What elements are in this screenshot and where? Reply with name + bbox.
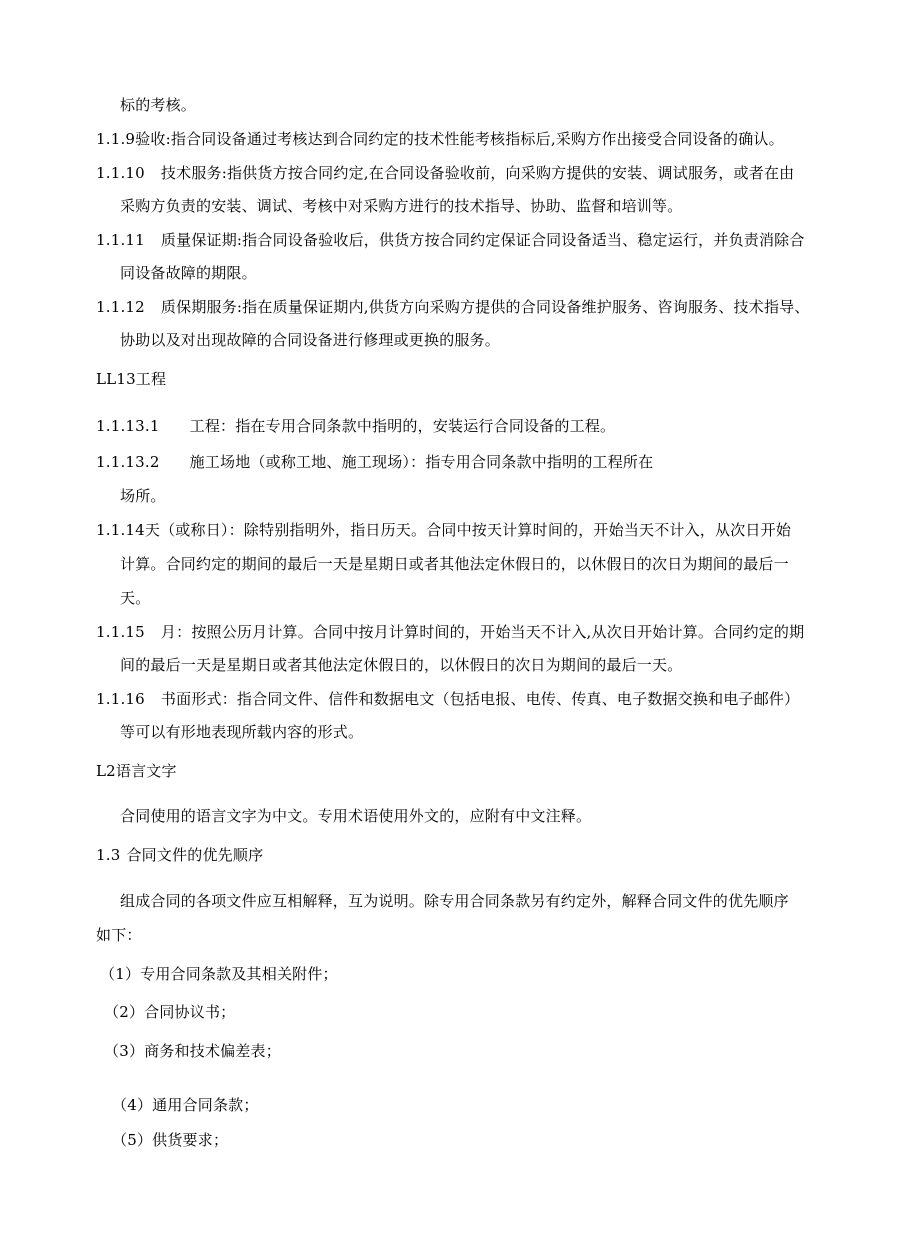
paragraph-line: 场所。 xyxy=(120,487,166,505)
paragraph-line: 协助以及对出现故障的合同设备进行修理或更换的服务。 xyxy=(120,331,501,349)
paragraph-line xyxy=(96,452,653,472)
list-item: （1）专用合同条款及其相关附件； xyxy=(100,965,338,983)
paragraph-line: 天。 xyxy=(120,589,151,607)
clause-text: 施工场地（或称工地、施工现场）：指专用合同条款中指明的工程所在 xyxy=(189,453,654,471)
paragraph-line xyxy=(96,163,794,183)
section-heading: L2语言文字 xyxy=(96,762,177,780)
paragraph-line: 等可以有形地表现所载内容的形式。 xyxy=(120,723,364,741)
section-heading: LL13工程 xyxy=(96,370,167,388)
paragraph-line: 同设备故障的期限。 xyxy=(120,264,257,282)
section-number: 1.3 xyxy=(96,846,121,864)
clause-text: 质保期服务:指在质量保证期内,供货方向采购方提供的合同设备维护服务、咨询服务、技术指导、 xyxy=(160,298,810,316)
clause-number: 1.1.10 xyxy=(96,164,145,182)
clause-number: 1.1.16 xyxy=(96,690,145,708)
paragraph-line xyxy=(96,297,810,317)
clause-number: 1.1.13.1 xyxy=(96,417,160,435)
paragraph-line xyxy=(96,230,805,250)
clause-text: 技术服务:指供货方按合同约定,在合同设备验收前，向采购方提供的安装、调试服务，或者在由 xyxy=(160,164,795,182)
paragraph-line: 间的最后一天是星期日或者其他法定休假日的，以休假日的次日为期间的最后一天。 xyxy=(120,656,683,674)
section-heading xyxy=(96,845,263,865)
paragraph-line: 合同使用的语言文字为中文。专用术语使用外文的，应附有中文注释。 xyxy=(120,807,592,825)
clause-text: 工程：指在专用合同条款中指明的，安装运行合同设备的工程。 xyxy=(189,417,616,435)
clause-text: 月：按照公历月计算。合同中按月计算时间的，开始当天不计入,从次日开始计算。合同约定的期 xyxy=(160,623,805,641)
paragraph-line xyxy=(96,622,804,642)
section-title: 合同文件的优先顺序 xyxy=(126,846,264,864)
paragraph-line: 采购方负责的安装、调试、考核中对采购方进行的技术指导、协助、监督和培训等。 xyxy=(120,197,683,215)
paragraph-line: 计算。合同约定的期间的最后一天是星期日或者其他法定休假日的，以休假日的次日为期间的最后一 xyxy=(120,555,789,573)
paragraph-line: 如下： xyxy=(96,926,142,944)
list-item: （2）合同协议书； xyxy=(104,1003,236,1021)
clause-text: 质量保证期:指合同设备验收后，供货方按合同约定保证合同设备适当、稳定运行，并负责消除合 xyxy=(160,231,805,249)
list-item: （4）通用合同条款； xyxy=(112,1096,259,1114)
clause-number: 1.1.11 xyxy=(96,231,145,249)
list-item: （5）供货要求； xyxy=(112,1131,229,1149)
clause-text: 书面形式：指合同文件、信件和数据电文（包括电报、电传、传真、电子数据交换和电子邮件） xyxy=(160,690,800,708)
clause-number: 1.1.13.2 xyxy=(96,453,160,471)
paragraph-line xyxy=(96,416,615,436)
paragraph-line: 1.1.14天（或称日）：除特别指明外，指日历天。合同中按天计算时间的，开始当天不计入，从次日开始 xyxy=(96,521,792,539)
paragraph-line: 标的考核。 xyxy=(120,96,197,114)
paragraph-line: 1.1.9验收:指合同设备通过考核达到合同约定的技术性能考核指标后,采购方作出接受合同设备的确认。 xyxy=(96,130,784,148)
paragraph-line xyxy=(96,689,799,709)
clause-number: 1.1.12 xyxy=(96,298,145,316)
clause-number: 1.1.15 xyxy=(96,623,145,641)
paragraph-line: 组成合同的各项文件应互相解释，互为说明。除专用合同条款另有约定外，解释合同文件的优先顺序 xyxy=(120,892,789,910)
list-item: （3）商务和技术偏差表； xyxy=(104,1042,281,1060)
